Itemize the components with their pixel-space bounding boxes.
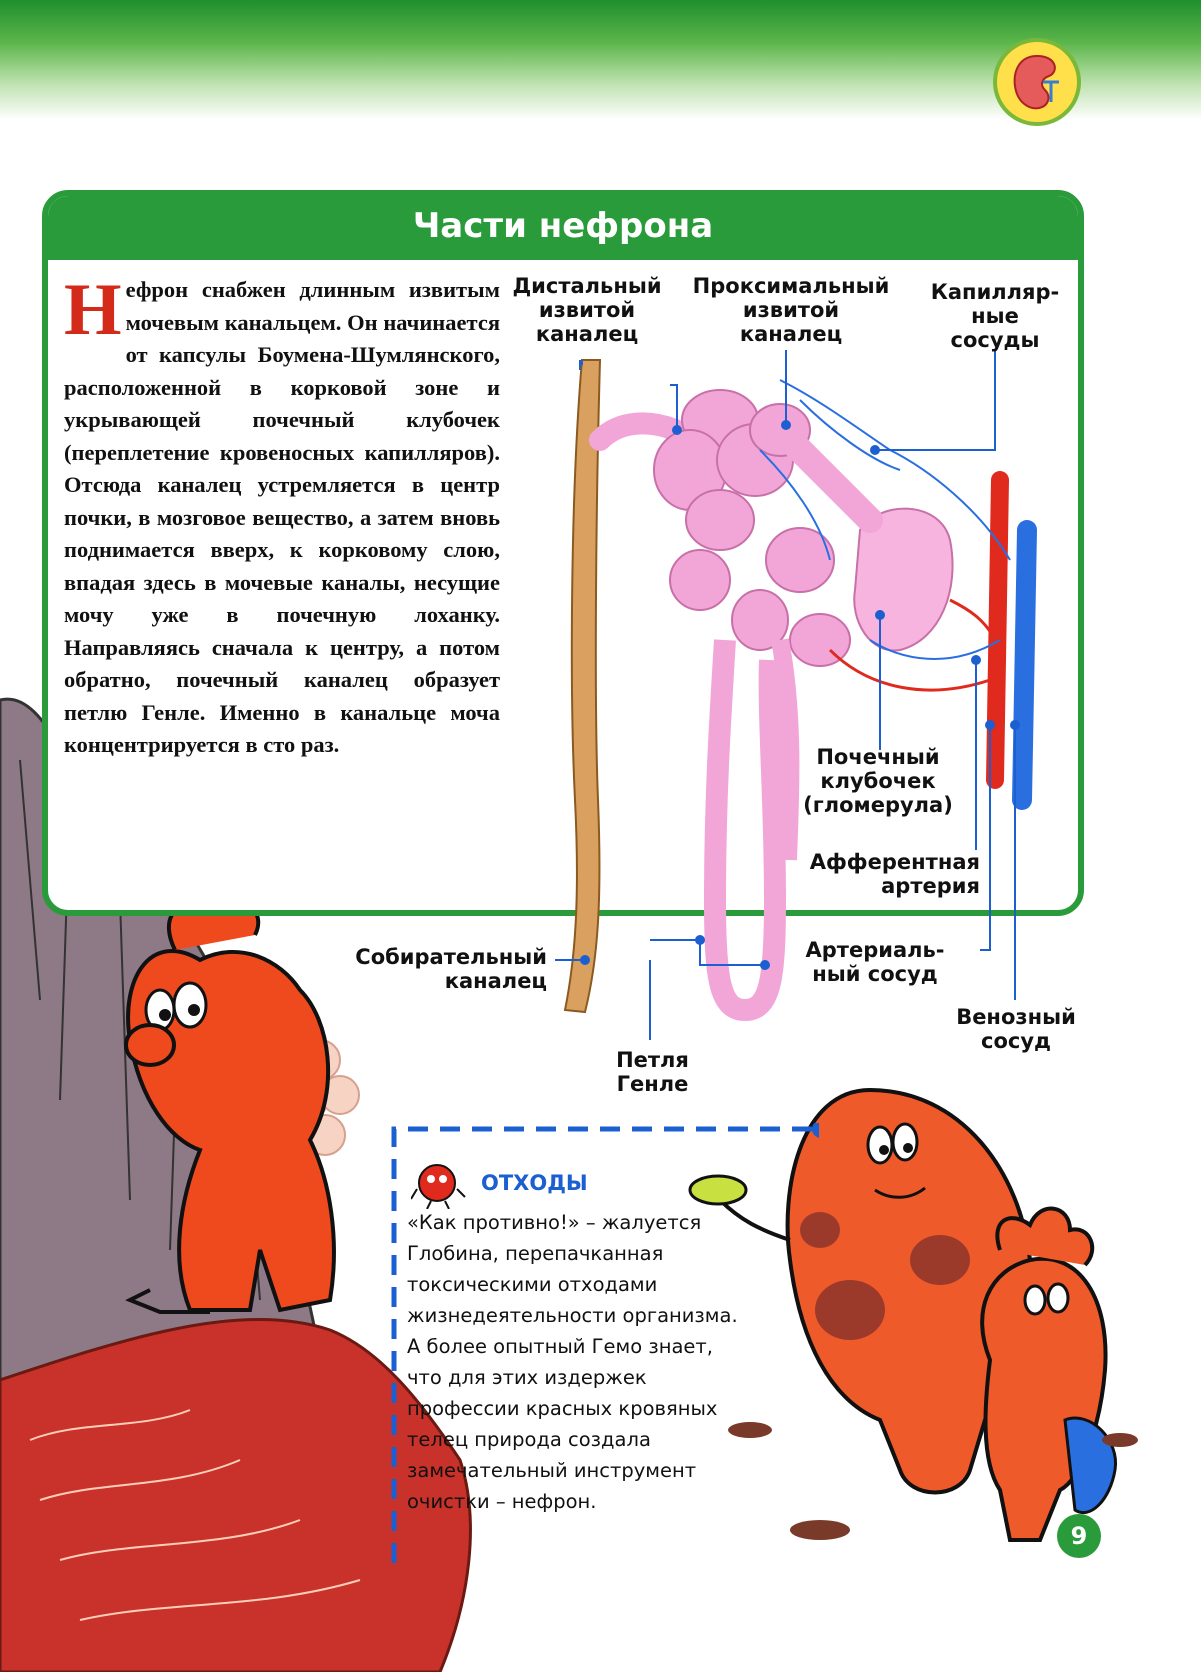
- label-distal-tubule: Дистальный извитой каналец: [512, 274, 662, 346]
- artery: [995, 480, 1000, 780]
- panel-title: Части нефрона: [412, 206, 714, 246]
- waste-sidebar: [389, 1123, 819, 1563]
- label-loop-of-henle: Петля Генле: [616, 1048, 689, 1096]
- label-afferent-artery: Афферентная артерия: [809, 850, 980, 898]
- drop-cap: Н: [64, 269, 122, 351]
- vein: [1022, 530, 1027, 800]
- collecting-duct: [565, 360, 600, 1012]
- label-glomerulus: Почечный клубочек (гломерула): [803, 745, 953, 817]
- label-venous-vessel: Венозный сосуд: [956, 1005, 1076, 1053]
- label-collecting-duct: Собирательный каналец: [355, 945, 547, 993]
- label-proximal-tubule: Проксимальный извитой каналец: [692, 274, 890, 346]
- label-capillaries: Капилляр- ные сосуды: [930, 280, 1060, 352]
- description-text: ефрон снабжен длинным извитым мочевым канальцем. Он начинается от капсулы Боумена-Шумлянского, расположенной в корковой зоне и укрывающей почечный клубочек (переплетение кровеносных капилляров). Отсюда каналец устремляется в центр почки, в мозговое вещество, а затем вновь поднимается вверх, к корковому слою, впадая здесь в мочевые каналы, несущие мочу уже в почечную лоханку. Направляясь сначала к центру, а потом обратно, почечный каналец образует петлю Генле. Именно в канальце моча концентрируется в сто раз.: [64, 277, 500, 757]
- label-arterial-vessel: Артериаль- ный сосуд: [805, 938, 945, 986]
- blood-cell-icon: [411, 1159, 467, 1209]
- waste-text: «Как противно!» – жалуется Глобина, перепачканная токсическими отходами жизнедеятельности организма. А более опытный Гемо знает, что для этих издержек профессии красных кровяных телец природа создала замечательный инструмент очистки – нефрон.: [407, 1211, 738, 1513]
- tubule-coils: [654, 390, 850, 666]
- page-number: 9: [1057, 1514, 1101, 1558]
- waste-title: ОТХОДЫ: [481, 1171, 588, 1195]
